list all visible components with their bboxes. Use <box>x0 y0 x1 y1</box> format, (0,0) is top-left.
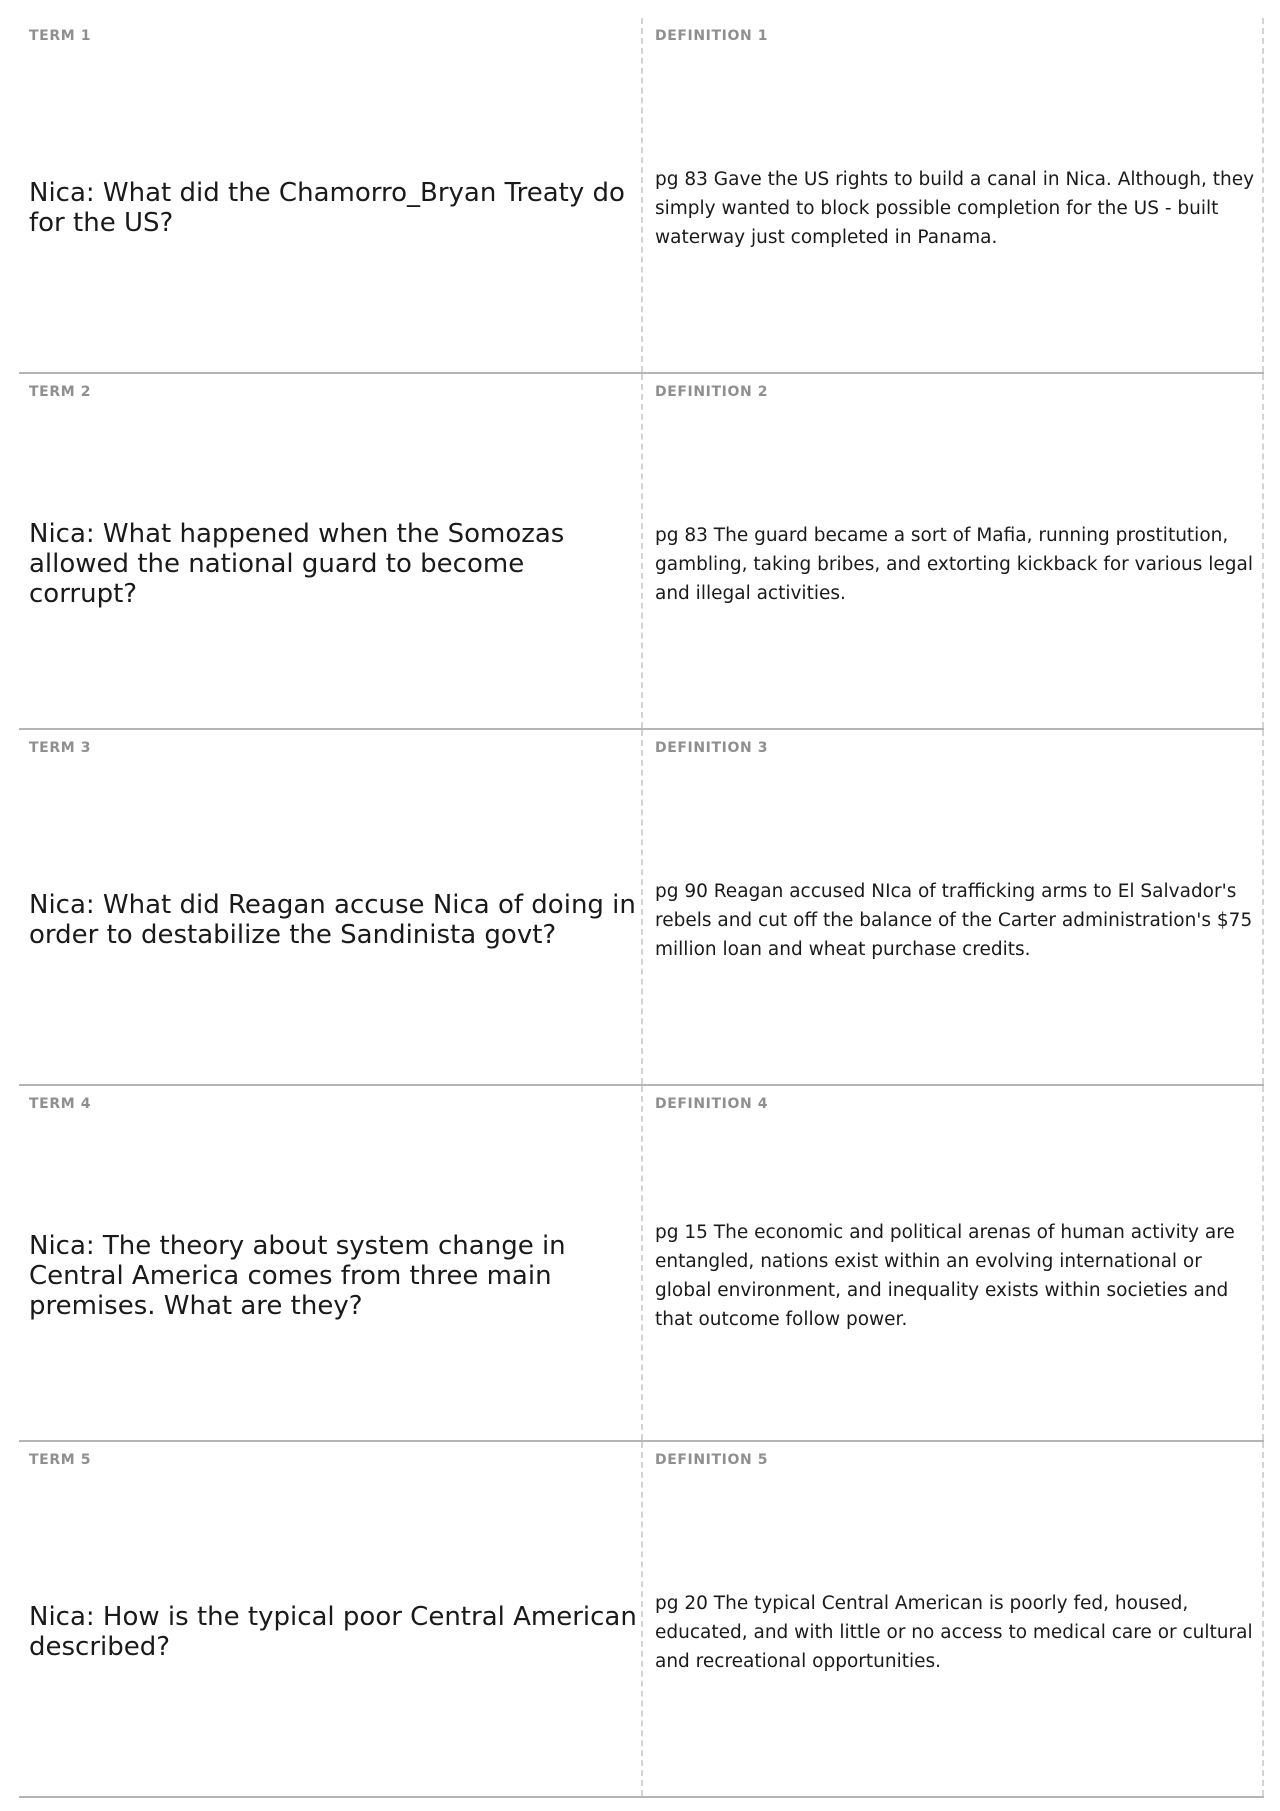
definition-text: pg 83 Gave the US rights to build a canal in Nica. Although, they simply wanted to block possible completion for the US - built waterway just completed in Panama. <box>655 168 1255 248</box>
definition-cell <box>643 1086 1264 1440</box>
term-label: TERM 4 <box>29 1096 92 1112</box>
term-label: TERM 3 <box>29 740 92 756</box>
term-text: Nica: What did Reagan accuse Nica of doing in order to destabilize the Sandinista govt? <box>29 890 636 950</box>
definition-label: DEFINITION 4 <box>655 1096 769 1112</box>
term-text: Nica: The theory about system change in Central America comes from three main premises. What are they? <box>29 1231 566 1321</box>
definition-label: DEFINITION 2 <box>655 384 769 400</box>
flashcard-row <box>19 374 1264 730</box>
definition-label: DEFINITION 5 <box>655 1452 769 1468</box>
definition-cell <box>643 730 1264 1084</box>
flashcard-row <box>19 18 1264 374</box>
definition-label: DEFINITION 1 <box>655 28 769 44</box>
definition-text: pg 83 The guard became a sort of Mafia, running prostitution, gambling, taking bribes, and extorting kickback for various legal and illegal activities. <box>655 524 1254 604</box>
term-cell <box>19 374 643 728</box>
term-text: Nica: What did the Chamorro_Bryan Treaty do for the US? <box>29 178 625 238</box>
flashcard-sheet <box>19 18 1264 1798</box>
term-label: TERM 5 <box>29 1452 92 1468</box>
term-label: TERM 1 <box>29 28 92 44</box>
definition-cell <box>643 18 1264 372</box>
definition-text: pg 20 The typical Central American is poorly fed, housed, educated, and with little or no access to medical care or cultural and recreational opportunities. <box>655 1592 1253 1672</box>
term-text: Nica: What happened when the Somozas allowed the national guard to become corrupt? <box>29 519 565 609</box>
definition-text: pg 15 The economic and political arenas of human activity are entangled, nations exist within an evolving international or global environment, and inequality exists within societies and that outcome follow power. <box>655 1222 1235 1330</box>
term-cell <box>19 1442 643 1796</box>
definition-cell <box>643 1442 1264 1796</box>
definition-cell <box>643 374 1264 728</box>
term-cell <box>19 730 643 1084</box>
flashcard-row <box>19 1442 1264 1798</box>
flashcard-row <box>19 1086 1264 1442</box>
flashcard-row <box>19 730 1264 1086</box>
term-text: Nica: How is the typical poor Central American described? <box>29 1602 637 1662</box>
definition-text: pg 90 Reagan accused NIca of trafficking arms to El Salvador's rebels and cut off the balance of the Carter administration's $75 million loan and wheat purchase credits. <box>655 880 1253 960</box>
term-cell <box>19 18 643 372</box>
term-cell <box>19 1086 643 1440</box>
term-label: TERM 2 <box>29 384 92 400</box>
definition-label: DEFINITION 3 <box>655 740 769 756</box>
